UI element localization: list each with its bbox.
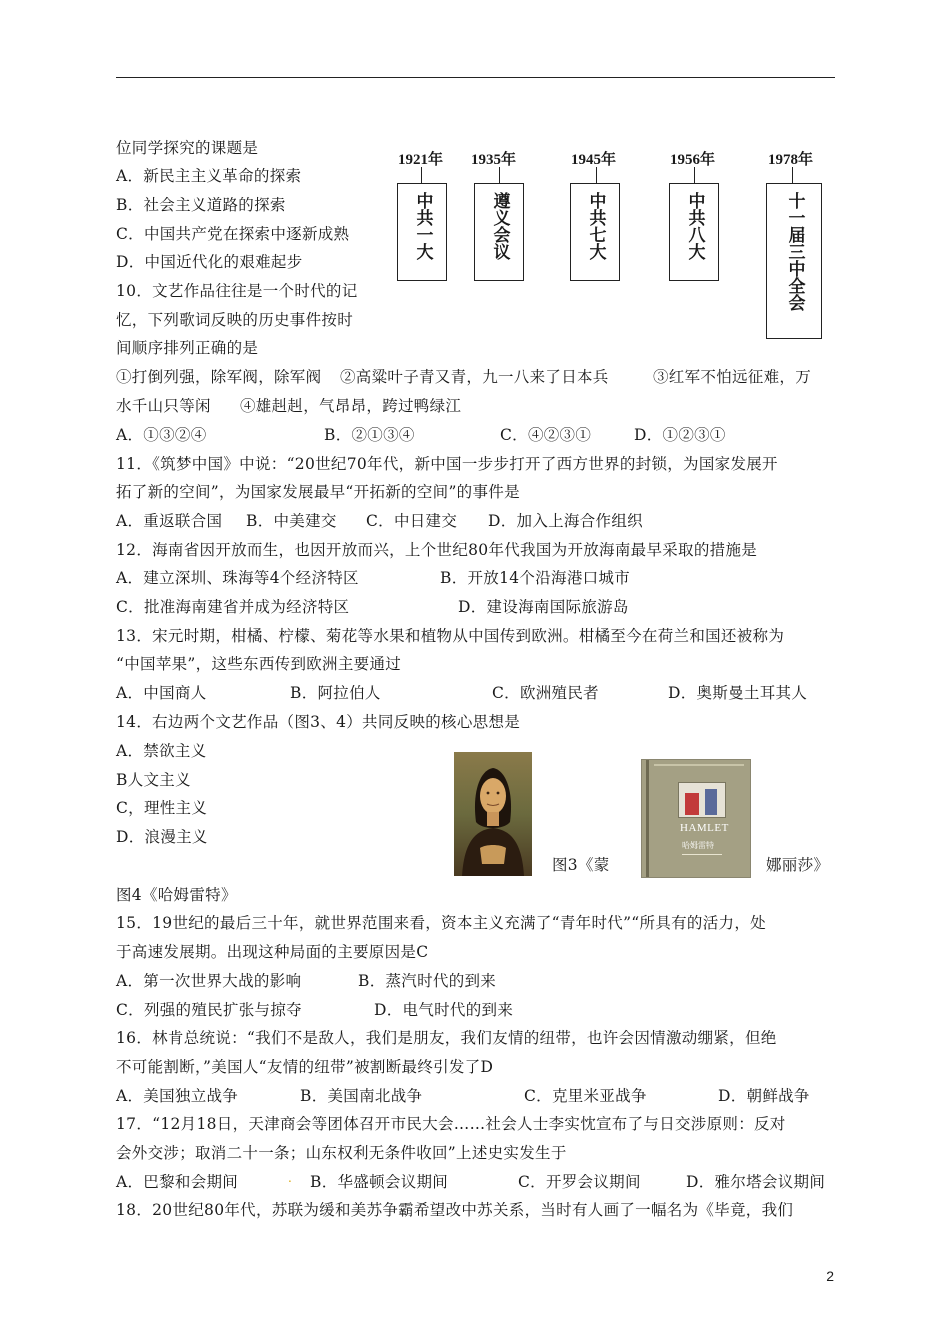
q11-stem-2: 拓了新的空间”，为国家发展最早“开拓新的空间”的事件是 [116,483,520,501]
timeline-box-1921 [397,183,447,281]
figure-4-caption: 图4《哈姆雷特》 [116,886,237,904]
q13-stem-1: 13．宋元时期，柑橘、柠檬、菊花等水果和植物从中国传到欧洲。柑橘至今在荷兰和国还被称为 [116,627,785,645]
q9-option-a: A．新民主主义革命的探索 [116,167,302,185]
q16-stem-1: 16．林肯总统说：“我们不是敌人，我们是朋友，我们友情的纽带，也许会因情激动绷紧，但绝 [116,1029,777,1047]
book-spine-stripe [646,760,649,877]
book-cover-illustration [678,782,726,818]
q9-stem-tail: 位同学探究的课题是 [116,139,259,157]
q14-option-a: A．禁欲主义 [116,742,207,760]
q11-option-b: B．中美建交 [246,512,337,530]
q10-stem-1: 10．文艺作品往往是一个时代的记 [116,282,358,300]
timeline-tick [792,167,793,183]
lyric-1: ①打倒列强，除军阀，除军阀 [116,368,322,386]
timeline-year-1978: 1978年 [768,152,814,168]
q11-stem-1: 11．《筑梦中国》中说：“20世纪70年代，新中国一步步打开了西方世界的封锁，为国家发展开 [116,455,778,473]
book-header-line [654,764,744,766]
book-subtitle: 哈姆雷特 [682,841,714,850]
q11-option-a: A．重返联合国 [116,512,223,530]
q10-option-b: B．②①③④ [324,426,415,444]
q11-option-d: D．加入上海合作组织 [488,512,643,530]
q15-option-a: A．第一次世界大战的影响 [116,972,302,990]
page-number: 2 [826,1268,834,1284]
timeline-event-1945: 中共七大 [585,192,606,260]
lyric-3: ③红军不怕远征难，万 [653,368,812,386]
timeline-tick [596,167,597,183]
q12-option-b: B．开放14个沿海港口城市 [440,569,631,587]
q15-option-b: B．蒸汽时代的到来 [358,972,497,990]
timeline-year-1935: 1935年 [471,152,517,168]
q13-stem-2: “中国苹果”，这些东西传到欧洲主要通过 [116,655,402,673]
q12-option-c: C．批准海南建省并成为经济特区 [116,598,350,616]
q18-stem: 18．20世纪80年代，苏联为缓和美苏争霸希望改中苏关系，当时有人画了一幅名为《毕竟，我们 [116,1201,794,1219]
q15-option-d: D．电气时代的到来 [374,1001,514,1019]
q17-option-a: A．巴黎和会期间 [116,1173,239,1191]
stray-dot: . [288,1171,293,1185]
q13-option-d: D．奥斯曼土耳其人 [668,684,808,702]
q12-option-d: D．建设海南国际旅游岛 [458,598,629,616]
q17-option-d: D．雅尔塔会议期间 [686,1173,826,1191]
q12-option-a: A．建立深圳、珠海等4个经济特区 [116,569,359,587]
timeline-event-1978: 十一届三中全会 [784,192,805,311]
q17-option-b: B．华盛顿会议期间 [310,1173,449,1191]
q10-option-c: C．④②③① [500,426,592,444]
q10-option-d: D．①②③① [634,426,726,444]
lyric-2: ②高粱叶子青又青，九一八来了日本兵 [340,368,609,386]
q13-option-b: B．阿拉伯人 [290,684,381,702]
q16-option-d: D．朝鲜战争 [718,1087,810,1105]
q15-stem-1: 15．19世纪的最后三十年，就世界范围来看，资本主义充满了“青年时代”“所具有的活力，处 [116,914,766,932]
q10-stem-2: 忆，下列歌词反映的历史事件按时 [116,311,354,329]
q14-option-b: B人文主义 [116,771,191,789]
timeline-tick [499,167,500,183]
timeline-year-1921: 1921年 [398,152,444,168]
timeline-box-1945 [570,183,620,281]
timeline-tick [421,167,422,183]
q16-stem-2: 不可能割断，”美国人“友情的纽带”被割断最终引发了D [116,1058,494,1076]
q17-stem-2: 会外交涉；取消二十一条；山东权利无条件收回”上述史实发生于 [116,1144,567,1162]
book-title: HAMLET [680,822,729,834]
q14-option-c: C，理性主义 [116,799,208,817]
q17-option-c: C．开罗会议期间 [518,1173,641,1191]
q10-option-a: A．①③②④ [116,426,207,444]
q16-option-a: A．美国独立战争 [116,1087,239,1105]
timeline-box-1978 [766,183,822,339]
q17-stem-1: 17．“12月18日，天津商会等团体召开市民大会……社会人士李实忱宣布了与日交涉原则：反对 [116,1115,786,1133]
lyric-4: ④雄赳赳，气昂昂，跨过鸭绿江 [240,397,462,415]
figure-3-caption-part-1: 图3《蒙 [552,856,610,874]
q9-option-c: C．中国共产党在探索中逐新成熟 [116,225,350,243]
q16-option-c: C．克里米亚战争 [524,1087,647,1105]
header-rule [116,77,835,78]
q16-option-b: B．美国南北战争 [300,1087,423,1105]
q9-option-b: B．社会主义道路的探索 [116,196,286,214]
q12-stem: 12．海南省因开放而生，也因开放而兴，上个世纪80年代我国为开放海南最早采取的措施是 [116,541,758,559]
q15-stem-2: 于高速发展期。出现这种局面的主要原因是C [116,943,429,961]
q9-option-d: D．中国近代化的艰难起步 [116,253,303,271]
mona-lisa-image [454,752,532,876]
timeline-tick [694,167,695,183]
timeline-event-1935: 遵义会议 [489,192,510,260]
hamlet-book-cover [641,759,751,878]
lyric-3-cont: 水千山只等闲 [116,397,211,415]
q11-option-c: C．中日建交 [366,512,458,530]
timeline-year-1945: 1945年 [571,152,617,168]
q10-stem-3: 间顺序排列正确的是 [116,339,259,357]
timeline-box-1935 [474,183,524,281]
timeline-year-1956: 1956年 [670,152,716,168]
q14-stem: 14．右边两个文艺作品（图3、4）共同反映的核心思想是 [116,713,521,731]
q14-option-d: D．浪漫主义 [116,828,208,846]
q13-option-c: C．欧洲殖民者 [492,684,599,702]
timeline-event-1956: 中共八大 [684,192,705,260]
timeline-box-1956 [669,183,719,281]
timeline-event-1921: 中共一大 [412,192,433,260]
figure-3-caption-part-2: 娜丽莎》 [766,856,830,874]
q13-option-a: A．中国商人 [116,684,207,702]
q15-option-c: C．列强的殖民扩张与掠夺 [116,1001,302,1019]
